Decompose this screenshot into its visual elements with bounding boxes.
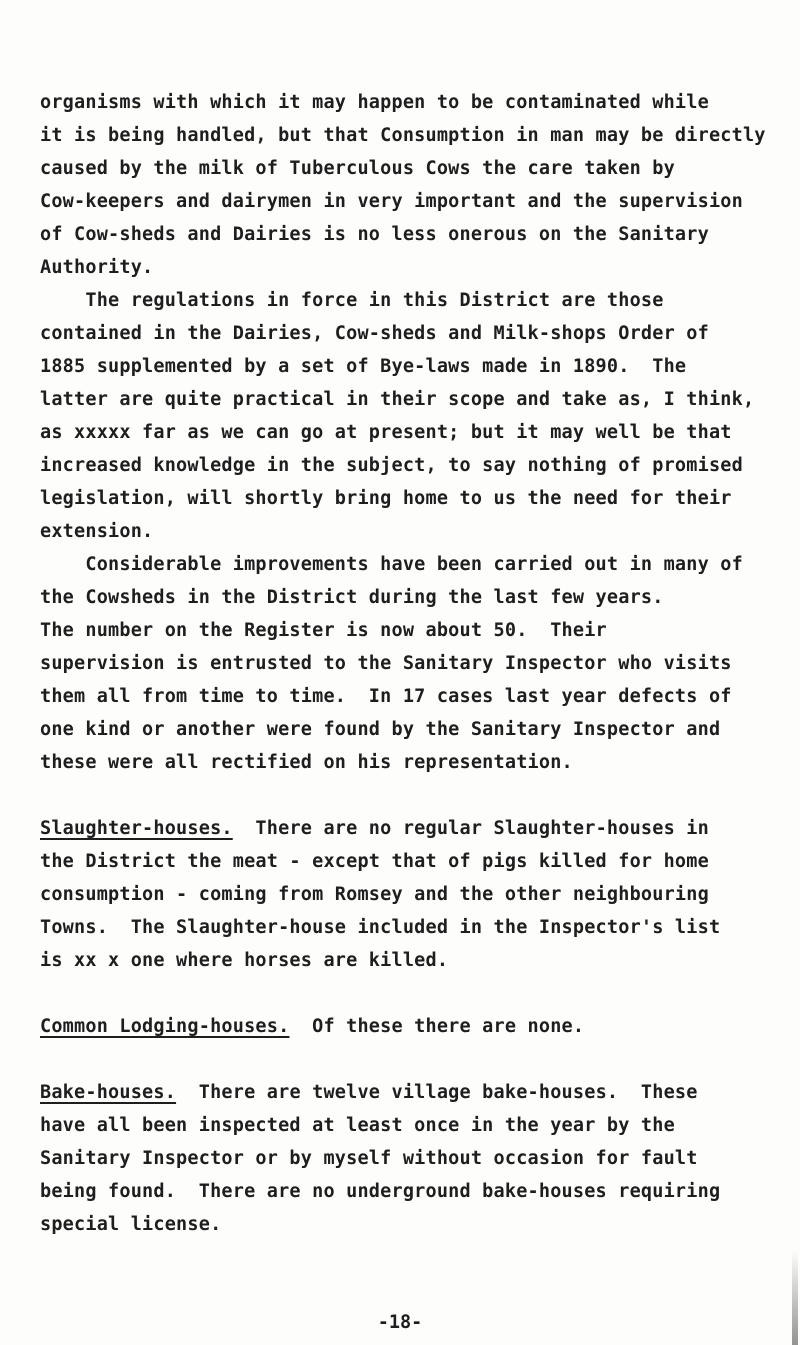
text-line: increased knowledge in the subject, to say nothing of promised	[40, 455, 743, 476]
text-line: 1885 supplemented by a set of Bye-laws made in 1890. The	[40, 356, 687, 377]
typed-text	[40, 86, 790, 1241]
text-line: as xxxxx far as we can go at present; but it may well be that	[40, 422, 732, 443]
text-line: Considerable improvements have been carried out in many of	[40, 554, 743, 575]
text-line	[40, 812, 790, 845]
text-line: latter are quite practical in their scope and take as, I think,	[40, 389, 755, 410]
section-heading: Bake-houses.	[40, 1082, 177, 1103]
text-line: the Cowsheds in the District during the last few years.	[40, 587, 664, 608]
text-line: is xx x one where horses are killed.	[40, 950, 449, 971]
text-run: There are no regular Slaughter-houses in	[232, 818, 709, 839]
text-line: it is being handled, but that Consumption in man may be directly	[40, 125, 766, 146]
text-line: Towns. The Slaughter-house included in the Inspector's list	[40, 917, 721, 938]
text-line: The number on the Register is now about 50. Their	[40, 620, 607, 641]
text-line: supervision is entrusted to the Sanitary Inspector who visits	[40, 653, 732, 674]
paragraph-regulations	[40, 284, 790, 548]
text-line: one kind or another were found by the Sanitary Inspector and	[40, 719, 721, 740]
text-run: Of these there are none.	[289, 1016, 585, 1037]
text-line: Cow-keepers and dairymen in very important and the supervision	[40, 191, 743, 212]
text-line: organisms with which it may happen to be contaminated while	[40, 92, 709, 113]
scan-edge-shadow	[792, 1250, 798, 1345]
text-line	[40, 1010, 790, 1043]
text-line: the District the meat - except that of pigs killed for home	[40, 851, 709, 872]
text-line: caused by the milk of Tuberculous Cows the care taken by	[40, 158, 675, 179]
text-line: Sanitary Inspector or by myself without occasion for fault	[40, 1148, 698, 1169]
text-line: Authority.	[40, 257, 154, 278]
text-line: contained in the Dairies, Cow-sheds and Milk-shops Order of	[40, 323, 709, 344]
text-line: The regulations in force in this District are those	[40, 290, 664, 311]
section-slaughter-houses	[40, 812, 790, 977]
text-line: these were all rectified on his representation.	[40, 752, 573, 773]
text-line: extension.	[40, 521, 154, 542]
section-heading: Common Lodging-houses.	[40, 1016, 290, 1037]
section-bake-houses	[40, 1076, 790, 1241]
text-line: them all from time to time. In 17 cases last year defects of	[40, 686, 732, 707]
paragraph-milk-supervision	[40, 86, 790, 284]
text-line: legislation, will shortly bring home to us the need for their	[40, 488, 732, 509]
paragraph-cowsheds	[40, 548, 790, 779]
section-heading: Slaughter-houses.	[40, 818, 233, 839]
text-run: There are twelve village bake-houses. These	[176, 1082, 698, 1103]
text-line: have all been inspected at least once in the year by the	[40, 1115, 675, 1136]
text-line: of Cow-sheds and Dairies is no less onerous on the Sanitary	[40, 224, 709, 245]
text-line: being found. There are no underground bake-houses requiring	[40, 1181, 721, 1202]
text-line: special license.	[40, 1214, 222, 1235]
text-line: consumption - coming from Romsey and the other neighbouring	[40, 884, 709, 905]
text-line	[40, 1076, 790, 1109]
section-lodging-houses	[40, 1010, 790, 1043]
page-number: -18-	[377, 1312, 423, 1333]
